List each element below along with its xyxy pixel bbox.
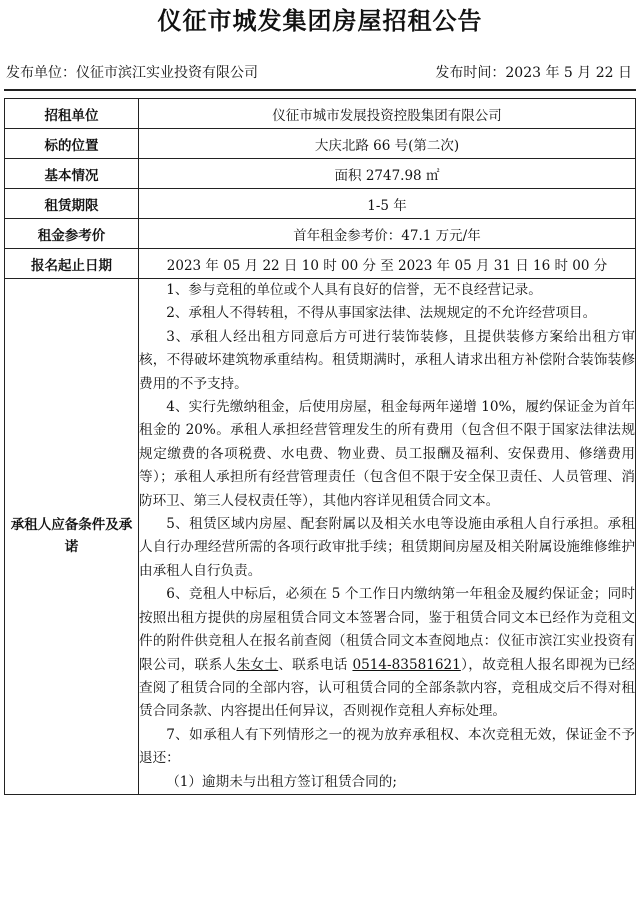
- contact-person: 朱女士: [236, 656, 279, 673]
- label-lease-term: 租赁期限: [5, 189, 139, 219]
- label-registration-period: 报名起止日期: [5, 249, 139, 279]
- condition-6: [139, 583, 635, 723]
- value-lessor: 仪征市城市发展投资控股集团有限公司: [139, 99, 636, 129]
- label-conditions: 承租人应备条件及承诺: [5, 279, 139, 795]
- conditions-text: [139, 279, 636, 795]
- table-row: [5, 219, 636, 249]
- page-title: 仪征市城发集团房屋招租公告: [157, 7, 483, 35]
- publish-time: 发布时间：2023 年 5 月 22 日: [435, 65, 632, 81]
- contact-phone: 0514-83581621: [352, 656, 461, 673]
- label-lessor: 招租单位: [5, 99, 139, 129]
- condition-7: 7、如承租人有下列情形之一的视为放弃承租权、本次竞租无效，保证金不予退还：: [139, 726, 635, 767]
- table-row: [5, 279, 636, 795]
- condition-7-item-1: （1）逾期未与出租方签订租赁合同的;: [166, 773, 397, 790]
- header-divider: [4, 89, 636, 91]
- condition-6-rest: ），故竞租人报名即视为已经查阅了租赁合同的全部内容，认可租赁合同的全部条款内容，竞租成交后不得对租赁合同条款、内容提出任何异议，否则视作竞租人弃标处理。: [139, 656, 635, 720]
- condition-5: 5、租赁区域内房屋、配套附属以及相关水电等设施由承租人自行承担。承租人自行办理经营所需的各项行政审批手续；租赁期间房屋及相关附属设施维修维护由承租人自行负责。: [139, 516, 635, 579]
- table-row: [5, 249, 636, 279]
- table-row: [5, 189, 636, 219]
- condition-6-phone-label: 、联系电话: [278, 656, 353, 673]
- value-lease-term: 1-5 年: [139, 189, 636, 219]
- condition-6-text: 6、竞租人中标后，必须在 5 个工作日内缴纳第一年租金及履约保证金；同时按照出租方提供的房屋租赁合同文本签署合同，鉴于租赁合同文本已经作为竞租文件的附件供竞租人在报名前查阅（租赁合同文本查阅地点：仪征市滨江实业投资有限公司，联系人: [139, 586, 635, 673]
- publisher: 发布单位：仪征市滨江实业投资有限公司: [6, 65, 258, 81]
- condition-1: 1、参与竞租的单位或个人具有良好的信誉，无不良经营记录。: [166, 282, 542, 298]
- label-reference-rent: 租金参考价: [5, 219, 139, 249]
- table-row: [5, 159, 636, 189]
- value-reference-rent: 首年租金参考价：47.1 万元/年: [139, 219, 636, 249]
- condition-4: 4、实行先缴纳租金，后使用房屋，租金每两年递增 10%，履约保证金为首年租金的 20%。承租人承担经营管理发生的所有费用（包含但不限于国家法律法规规定缴费的各项税费、水电费、物业费、员工报酬及福利、安保费用、修缮费用等）；承租人承担所有经营管理责任（包含但不限于安全保卫责任、人员管理、消防环卫、第三人侵权责任等），其他内容详见租赁合同文本。: [139, 399, 635, 509]
- label-basic-info: 基本情况: [5, 159, 139, 189]
- value-location: 大庆北路 66 号(第二次): [139, 129, 636, 159]
- notice-table: [4, 98, 636, 795]
- table-row: [5, 129, 636, 159]
- value-registration-period: 2023 年 05 月 22 日 10 时 00 分 至 2023 年 05 月 31 日 16 时 00 分: [139, 249, 636, 279]
- condition-2: 2、承租人不得转租，不得从事国家法律、法规规定的不允许经营项目。: [166, 305, 597, 322]
- table-row: [5, 99, 636, 129]
- condition-3: 3、承租人经出租方同意后方可进行装饰装修，且提供装修方案给出租方审核，不得破坏建筑物承重结构。租赁期满时，承租人请求出租方补偿附合装饰装修费用的不予支持。: [139, 328, 635, 392]
- value-basic-info: 面积 2747.98 ㎡: [139, 159, 636, 189]
- label-location: 标的位置: [5, 129, 139, 159]
